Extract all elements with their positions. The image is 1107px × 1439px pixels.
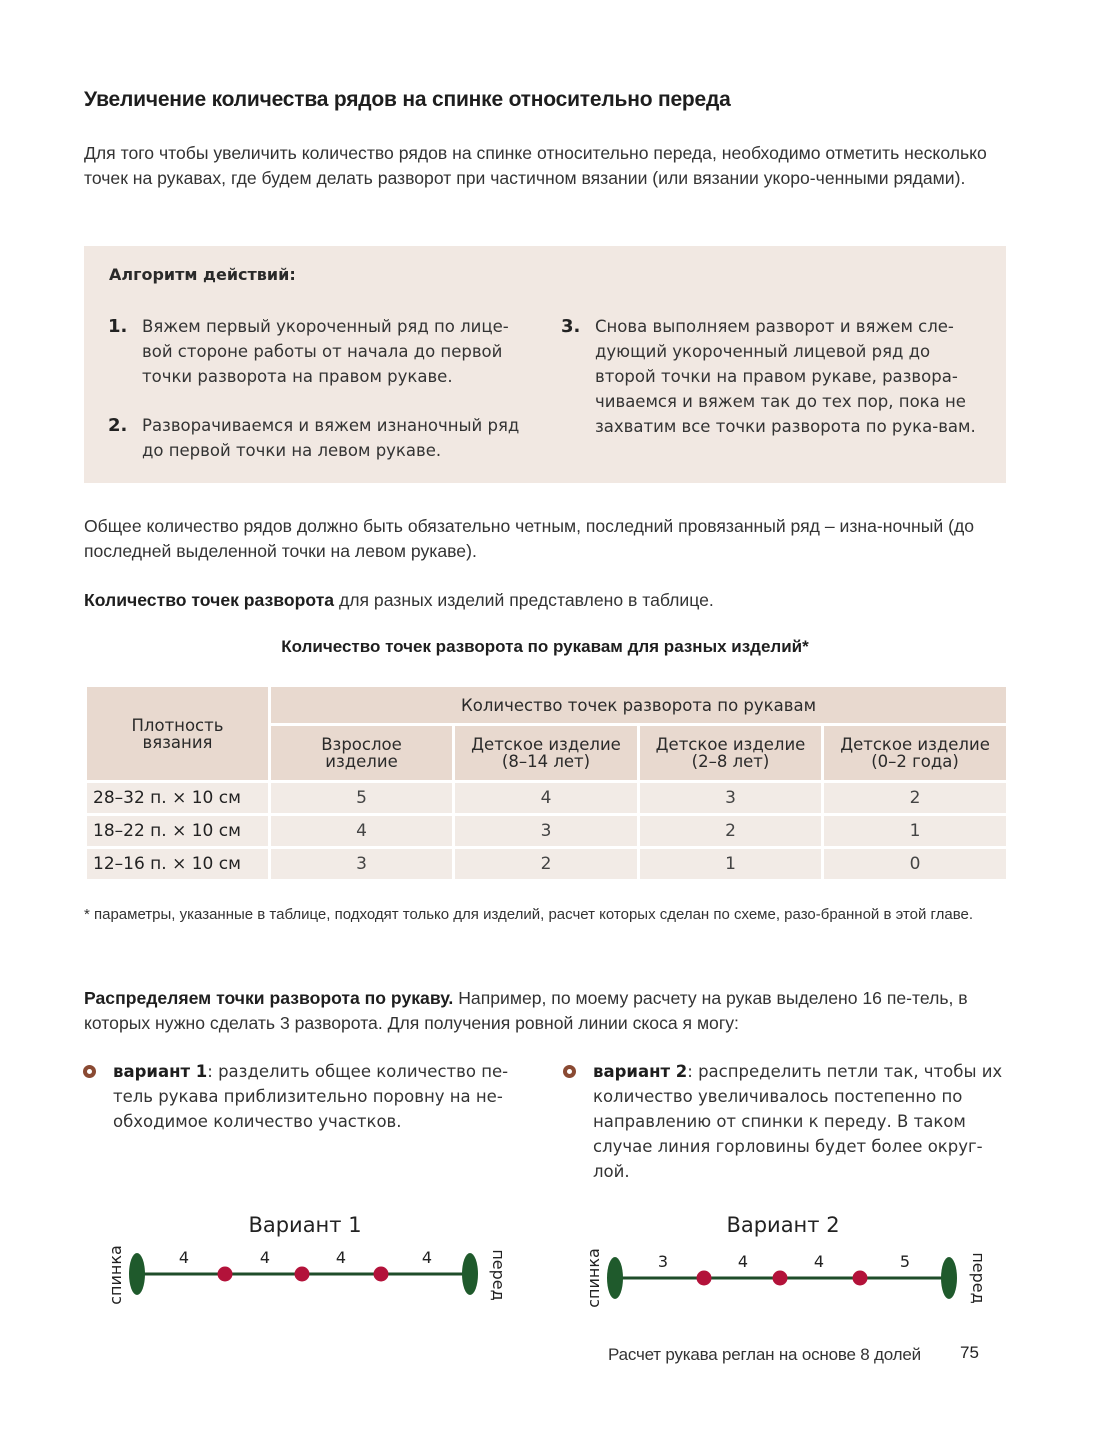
svg-text:4: 4 xyxy=(421,1248,433,1267)
svg-text:4: 4 xyxy=(813,1252,825,1271)
distribution-paragraph-rest: Например, по моему расчету на рукав выделено 16 пе-тель, в которых нужно сделать 3 разворота. Для получения ровной линии скоса я могу: xyxy=(84,988,968,1033)
value-cell: 1 xyxy=(823,815,1008,848)
turn-point xyxy=(773,1271,788,1286)
turn-point xyxy=(697,1271,712,1286)
count-paragraph xyxy=(84,588,1004,613)
count-paragraph-bold: Количество точек разворота xyxy=(84,590,335,610)
column-header: Детское изделие (8–14 лет) xyxy=(454,725,639,782)
count-paragraph-rest: для разных изделий представлено в таблице. xyxy=(334,590,714,610)
front-label: перед xyxy=(489,1249,508,1301)
svg-text:4: 4 xyxy=(335,1248,347,1267)
step-number: 1. xyxy=(108,316,128,337)
svg-text:4: 4 xyxy=(259,1248,271,1267)
value-cell: 3 xyxy=(270,848,454,881)
step-text: Снова выполняем разворот и вяжем сле-дующий укороченный лицевой ряд до второй точки на правом рукаве, развора-чиваемся и вяжем так до тех пор, пока не захватим все точки разворота по рука-вам. xyxy=(595,317,976,436)
variant-2-diagram xyxy=(575,1200,995,1320)
value-cell: 2 xyxy=(454,848,639,881)
value-cell: 4 xyxy=(454,782,639,815)
distribution-paragraph-bold: Распределяем точки разворота по рукаву. xyxy=(84,988,454,1008)
intro-paragraph: Для того чтобы увеличить количество рядов на спинке относительно переда, необходимо отметить несколько точек на рукавах, где будем делать разворот при частичном вязании (или вязании укоро-ченными рядами). xyxy=(84,143,987,188)
variant-1-item xyxy=(83,1059,533,1134)
value-cell: 3 xyxy=(639,782,823,815)
svg-text:4: 4 xyxy=(737,1252,749,1271)
value-cell: 3 xyxy=(454,815,639,848)
footer-chapter-title: Расчет рукава реглан на основе 8 долей xyxy=(608,1345,921,1364)
turn-point xyxy=(374,1267,389,1282)
section-heading: Увеличение количества рядов на спинке относительно переда xyxy=(84,88,731,111)
table-footnote: * параметры, указанные в таблице, подходят только для изделий, расчет которых сделан по схеме, разо-бранной в этой главе. xyxy=(84,906,974,923)
step-number: 2. xyxy=(108,415,128,436)
density-header: Плотность вязания xyxy=(86,686,270,782)
density-cell: 28–32 п. × 10 см xyxy=(86,782,270,815)
value-cell: 5 xyxy=(270,782,454,815)
density-cell: 12–16 п. × 10 см xyxy=(86,848,270,881)
svg-text:5: 5 xyxy=(899,1252,911,1271)
value-cell: 2 xyxy=(639,815,823,848)
algorithm-step-1 xyxy=(108,314,532,389)
table-row xyxy=(86,848,1008,881)
step-text: Разворачиваемся и вяжем изнаночный ряд до первой точки на левом рукаве. xyxy=(142,416,520,460)
value-cell: 2 xyxy=(823,782,1008,815)
algorithm-step-2 xyxy=(108,413,532,463)
table-row xyxy=(86,782,1008,815)
bullet-icon xyxy=(563,1065,576,1078)
table-title: Количество точек разворота по рукавам для разных изделий* xyxy=(281,637,809,656)
value-cell: 1 xyxy=(639,848,823,881)
algorithm-step-3 xyxy=(561,314,995,439)
distribution-paragraph xyxy=(84,986,1004,1036)
variant-1-text: вариант 1: разделить общее количество пе-тель рукава приблизительно поровну на не-обходимое количество участков. xyxy=(113,1062,509,1131)
back-end-marker xyxy=(607,1257,623,1299)
diagram-title: Вариант 1 xyxy=(248,1213,362,1237)
value-cell: 4 xyxy=(270,815,454,848)
back-label: спинка xyxy=(106,1245,125,1305)
column-header: Взрослое изделие xyxy=(270,725,454,782)
front-end-marker xyxy=(462,1253,478,1295)
value-cell: 0 xyxy=(823,848,1008,881)
page-number: 75 xyxy=(960,1343,979,1362)
back-label: спинка xyxy=(584,1248,603,1308)
table-row xyxy=(86,815,1008,848)
column-header: Детское изделие (2–8 лет) xyxy=(639,725,823,782)
diagram-title: Вариант 2 xyxy=(726,1213,840,1237)
turn-point xyxy=(295,1267,310,1282)
even-rows-paragraph: Общее количество рядов должно быть обязательно четным, последний провязанный ряд – изна-ночный (до последней выделенной точки на левом рукаве). xyxy=(84,516,975,561)
algorithm-title: Алгоритм действий: xyxy=(109,265,296,284)
variant-1-diagram xyxy=(95,1200,515,1320)
bullet-icon xyxy=(83,1065,96,1078)
front-label: перед xyxy=(969,1252,988,1304)
group-header: Количество точек разворота по рукавам xyxy=(270,686,1008,725)
turn-point xyxy=(218,1267,233,1282)
svg-text:3: 3 xyxy=(657,1252,669,1271)
step-number: 3. xyxy=(561,316,581,337)
turn-point xyxy=(853,1271,868,1286)
step-text: Вяжем первый укороченный ряд по лице-вой стороне работы от начала до первой точки разворота на правом рукаве. xyxy=(142,317,509,386)
variant-2-item xyxy=(563,1059,1008,1184)
column-header: Детское изделие (0–2 года) xyxy=(823,725,1008,782)
density-cell: 18–22 п. × 10 см xyxy=(86,815,270,848)
front-end-marker xyxy=(941,1257,957,1299)
variant-2-text: вариант 2: распределить петли так, чтобы их количество увеличивалось постепенно по направлению от спинки к переду. В таком случае линия горловины будет более округ-лой. xyxy=(593,1062,1003,1181)
algorithm-box xyxy=(84,246,1006,483)
back-end-marker xyxy=(129,1253,145,1295)
turn-points-table xyxy=(84,684,1009,882)
svg-text:4: 4 xyxy=(178,1248,190,1267)
